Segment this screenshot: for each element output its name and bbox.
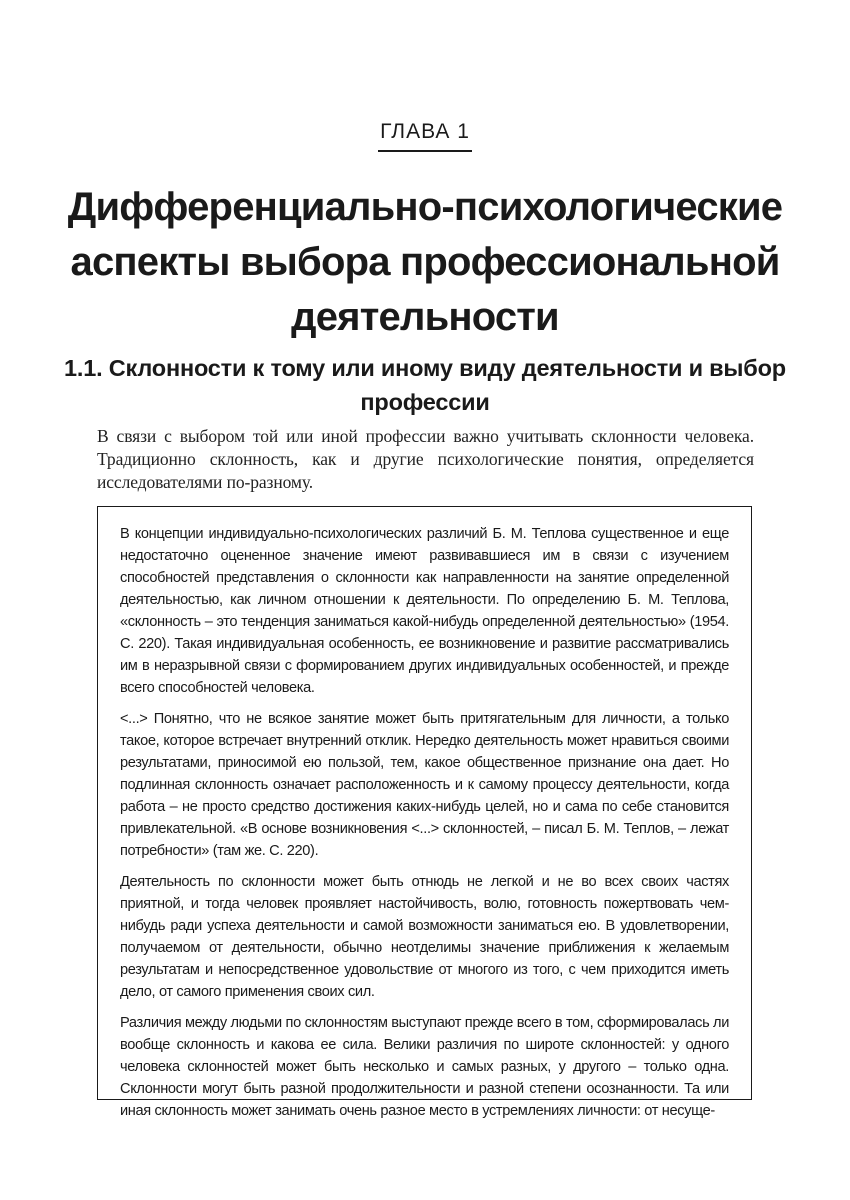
quote-paragraph: <...> Понятно, что не всякое занятие может быть притягательным для личности, а только такое, которое встречает внутренний отклик. Нередко деятельность может нравиться своими результатами, приносимой ею пользой, тем, какое общественное признание она дает. Но подлинная склонность означает расположенность и к самому процессу деятельности, когда работа – не просто средство достижения каких-нибудь целей, но и сама по себе становится привлекательной. «В основе возникновения <...> склонностей, – писал Б. М. Теплов, – лежат потребности» (там же. С. 220). <box>120 711 729 859</box>
intro-paragraph: В связи с выбором той или иной профессии важно учитывать склонности человека. Традиционно склонность, как и другие психологические понятия, определяется исследователями по-разному. <box>97 426 754 492</box>
quote-paragraph: Различия между людьми по склонностям выступают прежде всего в том, сформировалась ли вообще склонность и какова ее сила. Велики различия по широте склонностей: у одного человека склонностей может быть несколько и самых разных, у другого – только одна. Склонности могут быть разной продолжительности и разной степени осознанности. Та или иная склонность может занимать очень разное место в устремлениях личности: от несуще- <box>120 1015 729 1119</box>
quote-box <box>97 506 752 1119</box>
quote-paragraph: В концепции индивидуально-психологических различий Б. М. Теплова существенное и еще недостаточно оцененное значение имеют развивавшиеся им в связи с изучением способностей представления о склонности как направленности на занятие определенной деятельностью, как личном отношении к деятельности. По определению Б. М. Теплова, «склонность – это тенденция заниматься какой-нибудь определенной деятельностью» (1954. С. 220). Такая индивидуальная особенность, ее возникновение и развитие рассматривались им в неразрывной связи с формированием других индивидуальных особенностей, и прежде всего способностей человека. <box>120 526 729 696</box>
chapter-label <box>0 119 850 152</box>
section-title: 1.1. Склонности к тому или иному виду деятельности и выбор профессии <box>64 355 786 415</box>
chapter-label-text: ГЛАВА 1 <box>378 119 472 152</box>
quote-paragraph: Деятельность по склонности может быть отнюдь не легкой и не во всех своих частях приятной, и тогда человек проявляет настойчивость, волю, готовность пожертвовать чем-нибудь ради успеха деятельности и самой возможности заниматься ею. В удовлетворении, получаемом от деятельности, обычно неотделимы значение приближения к желаемым результатам и непосредственное удовольствие от многого из того, с чем приходится иметь дело, от самого применения своих сил. <box>120 874 729 1000</box>
chapter-title: Дифференциально-психологические аспекты выбора профессиональной деятельности <box>67 185 783 339</box>
